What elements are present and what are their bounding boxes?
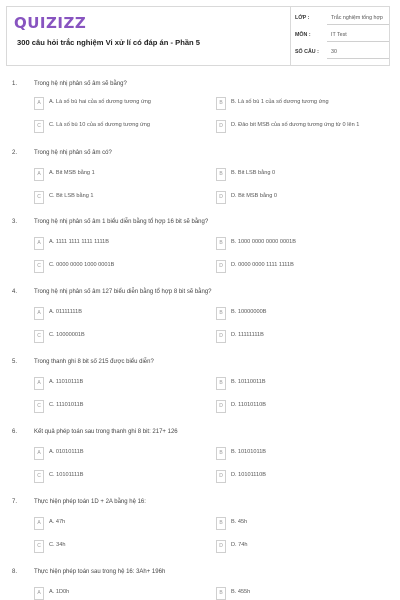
question-text: Trong hệ nhị phân số âm 1 biểu diễn bằng tổ hợp 16 bit sẽ bằng? [34,219,209,225]
option-b[interactable] [216,377,394,390]
option-text: C. Bit LSB bằng 1 [49,193,94,199]
meta-divider [327,24,389,25]
option-text: B. 10110011B [231,379,266,385]
option-text: A. 1111 1111 1111 1111B [49,239,110,245]
option-letter-box: D [216,540,226,553]
option-c[interactable] [34,260,212,273]
option-letter-box: C [34,330,44,343]
option-text: A. Bit MSB bằng 1 [49,170,95,176]
option-text: B. Là số bù 1 của số dương tương ứng [231,99,329,105]
option-letter-box: D [216,470,226,483]
worksheet-meta [290,7,391,65]
question-number: 6. [12,429,18,435]
option-a[interactable] [34,517,212,530]
option-b[interactable] [216,237,394,250]
option-letter-box: D [216,120,226,133]
meta-subject-value: IT Test [331,32,347,38]
option-a[interactable] [34,237,212,250]
option-letter-box: A [34,168,44,181]
option-text: A. 01111111B [49,309,82,315]
option-d[interactable] [216,260,394,273]
option-letter-box: B [216,307,226,320]
option-text: D. Bit MSB bằng 0 [231,193,278,199]
option-text: C. 11101011B [49,402,84,408]
option-c[interactable] [34,191,212,204]
option-letter-box: B [216,517,226,530]
meta-class-label: LỚP : [295,15,310,21]
question-number: 5. [12,359,18,365]
option-letter-box: B [216,97,226,110]
option-letter-box: A [34,447,44,460]
option-text: B. 1000 0000 0000 0001B [231,239,297,245]
option-text: A. 47h [49,519,66,525]
option-text: C. 34h [49,542,66,548]
option-letter-box: B [216,168,226,181]
option-text: D. 0000 0000 1111 1111B [231,262,294,268]
option-letter-box: C [34,400,44,413]
option-letter-box: D [216,330,226,343]
worksheet-header [6,6,390,66]
option-b[interactable] [216,168,394,181]
option-letter-box: C [34,120,44,133]
option-text: D. 11111111B [231,332,264,338]
question-text: Trong thanh ghi 8 bit số 215 được biểu diễn? [34,359,154,365]
option-text: B. 455h [231,589,251,595]
meta-divider [327,41,389,42]
option-text: D. 10101110B [231,472,266,478]
option-c[interactable] [34,120,212,133]
question-text: Thực hiện phép toán 1D + 2A bằng hệ 16: [34,499,146,505]
option-d[interactable] [216,540,394,553]
question-number: 8. [12,569,18,575]
option-text: D. 11010110B [231,402,266,408]
option-letter-box: C [34,191,44,204]
option-d[interactable] [216,400,394,413]
question-number: 4. [12,289,18,295]
option-c[interactable] [34,470,212,483]
option-b[interactable] [216,587,394,600]
quizizz-logo: QUIZIZZ [14,14,87,32]
option-text: C. 0000 0000 1000 0001B [49,262,115,268]
option-b[interactable] [216,307,394,320]
option-text: A. 01010111B [49,449,84,455]
option-text: C. Là số bù 10 của số dương tương ứng [49,122,150,128]
question-number: 7. [12,499,18,505]
question-text: Thực hiện phép toán sau trong hệ 16: 3Ah+ 196h [34,569,166,575]
question-text: Trong hệ nhị phân số âm có? [34,150,112,156]
option-text: B. 10101011B [231,449,267,455]
option-text: B. Bit LSB bằng 0 [231,170,276,176]
meta-class-row [295,11,391,25]
option-letter-box: A [34,97,44,110]
option-letter-box: A [34,237,44,250]
option-letter-box: D [216,260,226,273]
meta-class-value: Trắc nghiệm tổng hợp [331,15,383,21]
worksheet-title: 300 câu hỏi trắc nghiệm Vi xử lí có đáp án - Phần 5 [17,38,201,47]
meta-divider [327,58,389,59]
option-a[interactable] [34,168,212,181]
question-number: 3. [12,219,18,225]
option-a[interactable] [34,97,212,110]
option-text: A. Là số bù hai của số dương tương ứng [49,99,151,105]
meta-subject-row [295,28,391,42]
option-text: A. 11010111B [49,379,84,385]
option-d[interactable] [216,120,394,133]
option-text: B. 45h [231,519,248,525]
option-letter-box: A [34,517,44,530]
option-b[interactable] [216,447,394,460]
option-text: D. 74h [231,542,248,548]
option-letter-box: A [34,587,44,600]
option-letter-box: B [216,587,226,600]
option-b[interactable] [216,97,394,110]
option-text: C. 10101111B [49,472,84,478]
option-text: B. 10000000B [231,309,267,315]
option-letter-box: A [34,377,44,390]
option-c[interactable] [34,330,212,343]
question-text: Trong hệ nhị phân số âm 127 biểu diễn bằng tổ hợp 8 bit sẽ bằng? [34,289,212,295]
option-letter-box: C [34,260,44,273]
option-letter-box: B [216,447,226,460]
option-b[interactable] [216,517,394,530]
option-text: A. 1D0h [49,589,70,595]
option-d[interactable] [216,470,394,483]
meta-count-label: SỐ CÂU : [295,49,319,55]
option-a[interactable] [34,307,212,320]
option-c[interactable] [34,400,212,413]
question-number: 1. [12,81,18,87]
option-text: D. Đảo bit MSB của số dương tương ứng từ 0 lên 1 [231,122,360,128]
question-number: 2. [12,150,18,156]
meta-count-value: 30 [331,49,337,55]
option-letter-box: A [34,307,44,320]
option-d[interactable] [216,191,394,204]
meta-subject-label: MÔN : [295,32,311,38]
option-a[interactable] [34,587,212,600]
option-letter-box: B [216,377,226,390]
option-c[interactable] [34,540,212,553]
option-letter-box: D [216,191,226,204]
option-letter-box: C [34,540,44,553]
question-text: Kết quả phép toán sau trong thanh ghi 8 bit: 217+ 126 [34,429,178,435]
option-a[interactable] [34,377,212,390]
question-text: Trong hệ nhị phân số âm sẽ bằng? [34,81,127,87]
option-letter-box: D [216,400,226,413]
option-d[interactable] [216,330,394,343]
option-text: C. 10000001B [49,332,85,338]
option-letter-box: B [216,237,226,250]
option-letter-box: C [34,470,44,483]
meta-count-row [295,45,391,59]
option-a[interactable] [34,447,212,460]
